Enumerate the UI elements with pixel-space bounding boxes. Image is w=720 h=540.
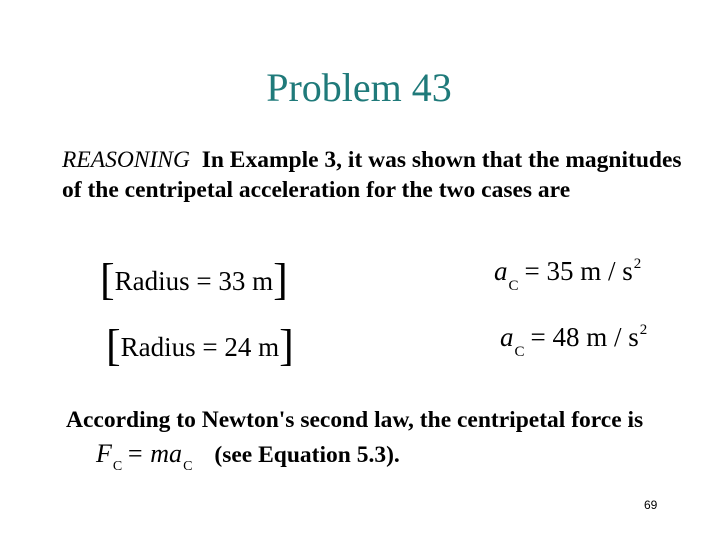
page-number: 69 — [644, 498, 658, 512]
accel-symbol-2: a — [500, 322, 514, 352]
accel-subscript-2: C — [514, 344, 525, 360]
left-bracket: [ — [106, 321, 121, 370]
accel-value-2: = 48 m / s — [530, 322, 639, 352]
accel-exponent-2: 2 — [639, 322, 648, 338]
equation-reference: (see Equation 5.3). — [214, 442, 400, 468]
accel-value-1: = 35 m / s — [524, 256, 633, 286]
slide-title: Problem 43 — [266, 65, 452, 110]
acceleration-equation-1 — [494, 256, 642, 294]
force-symbol: F — [96, 439, 112, 468]
accel-symbol-1: a — [494, 256, 508, 286]
acceleration-equation-2 — [500, 322, 648, 360]
reasoning-lead: REASONING — [62, 147, 190, 173]
accel-subscript-1: C — [508, 278, 519, 294]
radius-equation-1 — [100, 254, 288, 304]
formula-equals-ma: = ma — [126, 439, 183, 468]
radius-equation-2 — [106, 320, 294, 370]
radius-label-2: Radius = 24 m — [120, 332, 280, 362]
accel-exponent-1: 2 — [633, 256, 642, 272]
force-subscript: C — [112, 459, 123, 474]
left-bracket: [ — [100, 255, 115, 304]
reasoning-text: In Example 3, it was shown that the magnitudes of the centripetal acceleration for the two cases are — [62, 147, 682, 203]
right-bracket: ] — [279, 321, 294, 370]
radius-label-1: Radius = 33 m — [114, 266, 274, 296]
reasoning-paragraph — [62, 146, 682, 205]
accel-subscript: C — [183, 459, 193, 474]
right-bracket: ] — [273, 255, 288, 304]
newton-second-law-formula — [96, 437, 196, 475]
conclusion-paragraph — [66, 404, 686, 475]
conclusion-text: According to Newton's second law, the centripetal force is — [66, 407, 644, 433]
